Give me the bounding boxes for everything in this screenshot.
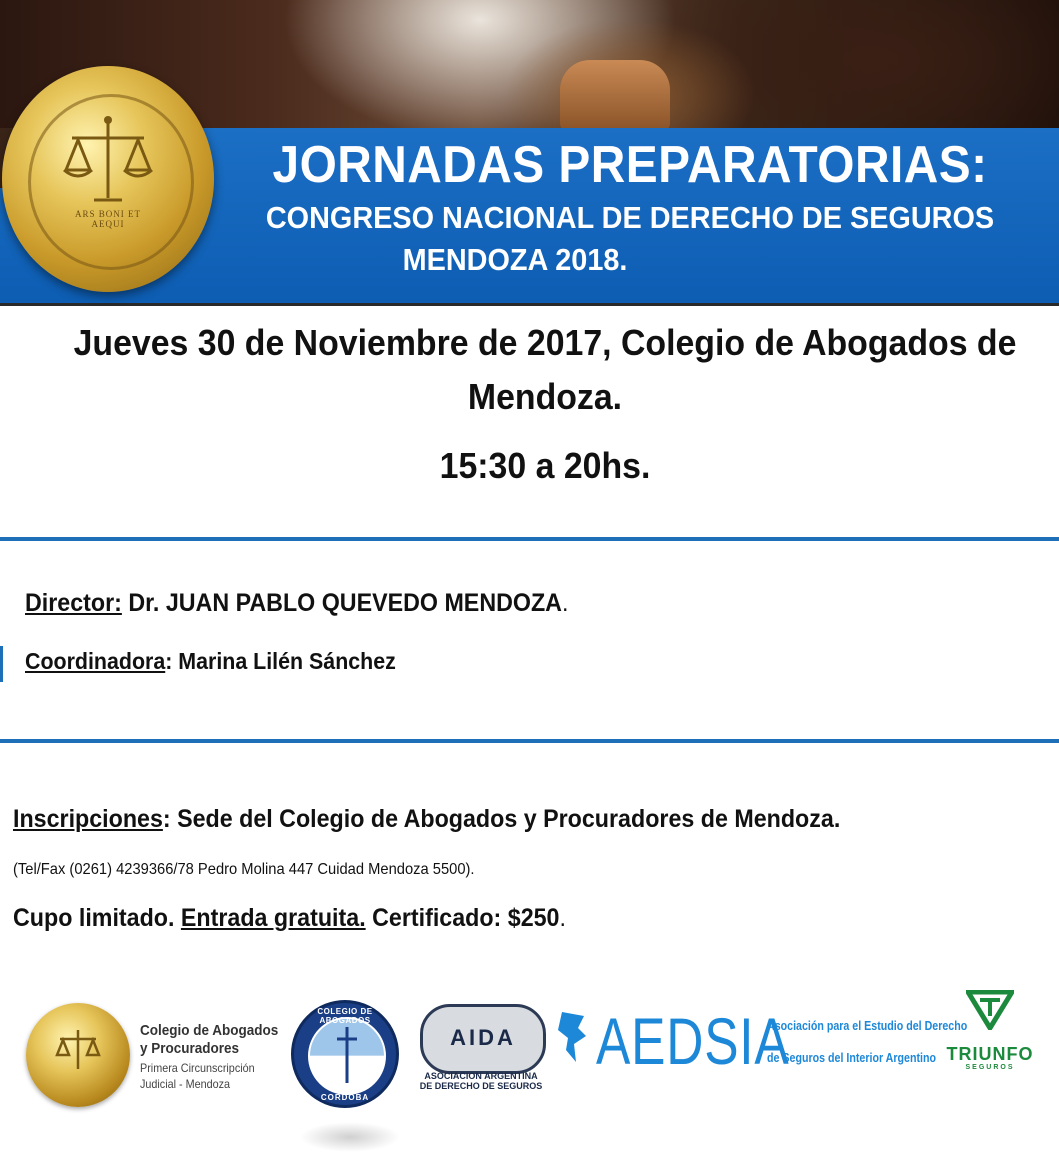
colegio-line: Judicial - Mendoza — [140, 1077, 231, 1091]
scales-icon — [58, 110, 158, 210]
cross-icon — [332, 1025, 362, 1085]
divider-line — [0, 739, 1059, 743]
aedsia-map-icon — [556, 1010, 590, 1064]
page-subtitle-place: MENDOZA 2018. — [402, 242, 628, 277]
coordinator-line — [25, 648, 396, 675]
director-period: . — [561, 589, 569, 617]
contact-info: (Tel/Fax (0261) 4239366/78 Pedro Molina 447 Cuidad Mendoza 5500). — [13, 861, 475, 878]
medal-motto: ARS BONI ET AEQUI — [74, 209, 141, 229]
aida-logo — [420, 1004, 546, 1074]
registration-label: Inscripciones — [13, 805, 163, 833]
divider-line — [0, 537, 1059, 541]
aedsia-line: de Seguros del Interior Argentino — [767, 1050, 937, 1065]
cupo-period: . — [559, 904, 566, 932]
colegio-mendoza-sub — [140, 1060, 255, 1092]
page-title: JORNADAS PREPARATORIAS: — [272, 136, 988, 194]
colegio-cordoba-logo — [291, 1000, 399, 1108]
coordinator-marker — [0, 646, 3, 682]
aida-line: DE DERECHO DE SEGUROS — [419, 1081, 543, 1091]
cordoba-shield — [308, 1017, 386, 1095]
entrada-text: Entrada gratuita. — [180, 904, 366, 932]
director-line — [25, 589, 568, 618]
triunfo-subtitle: SEGUROS — [965, 1064, 1015, 1071]
page-subtitle: CONGRESO NACIONAL DE DERECHO DE SEGUROS — [265, 200, 995, 235]
triunfo-shield-icon — [966, 990, 1014, 1030]
coordinator-name: : Marina Lilén Sánchez — [165, 648, 396, 674]
cordoba-bottom-text: CORDOBA — [320, 1093, 370, 1102]
colegio-mendoza-logo — [26, 1003, 130, 1107]
colegio-line: Primera Circunscripción — [140, 1061, 255, 1075]
scales-icon — [53, 1025, 103, 1075]
colegio-mendoza-name — [140, 1022, 278, 1058]
coordinator-label: Coordinadora — [25, 648, 166, 674]
triunfo-wordmark: TRIUNFO — [946, 1044, 1034, 1064]
colegio-line: Colegio de Abogados — [140, 1022, 279, 1039]
bottom-shadow — [300, 1122, 400, 1152]
cordoba-top-text: COLEGIO DE ABOGADOS — [317, 1007, 373, 1025]
aedsia-wordmark: AEDSIA — [596, 1004, 790, 1078]
aida-wordmark: AIDA — [450, 1025, 516, 1050]
cupo-text: Cupo limitado. — [13, 904, 181, 932]
event-time: 15:30 a 20hs. — [439, 445, 651, 486]
aedsia-line: Asociación para el Estudio del Derecho — [767, 1018, 968, 1033]
director-name: Dr. JUAN PABLO QUEVEDO MENDOZA — [128, 589, 562, 617]
event-date-place: Jueves 30 de Noviembre de 2017, Colegio de Abogados de Mendoza. — [73, 322, 1017, 417]
aida-line: ASOCIACION ARGENTINA — [424, 1071, 538, 1081]
certificado-text: Certificado: $250 — [365, 904, 560, 932]
colegio-line: y Procuradores — [140, 1040, 240, 1057]
aida-name — [408, 1071, 554, 1091]
director-label: Director: — [25, 589, 122, 617]
registration-line — [13, 805, 840, 834]
admission-line — [13, 904, 566, 933]
gavel-image — [560, 60, 670, 130]
gold-medal-logo — [2, 66, 214, 292]
registration-text: : Sede del Colegio de Abogados y Procuradores de Mendoza. — [162, 805, 841, 833]
